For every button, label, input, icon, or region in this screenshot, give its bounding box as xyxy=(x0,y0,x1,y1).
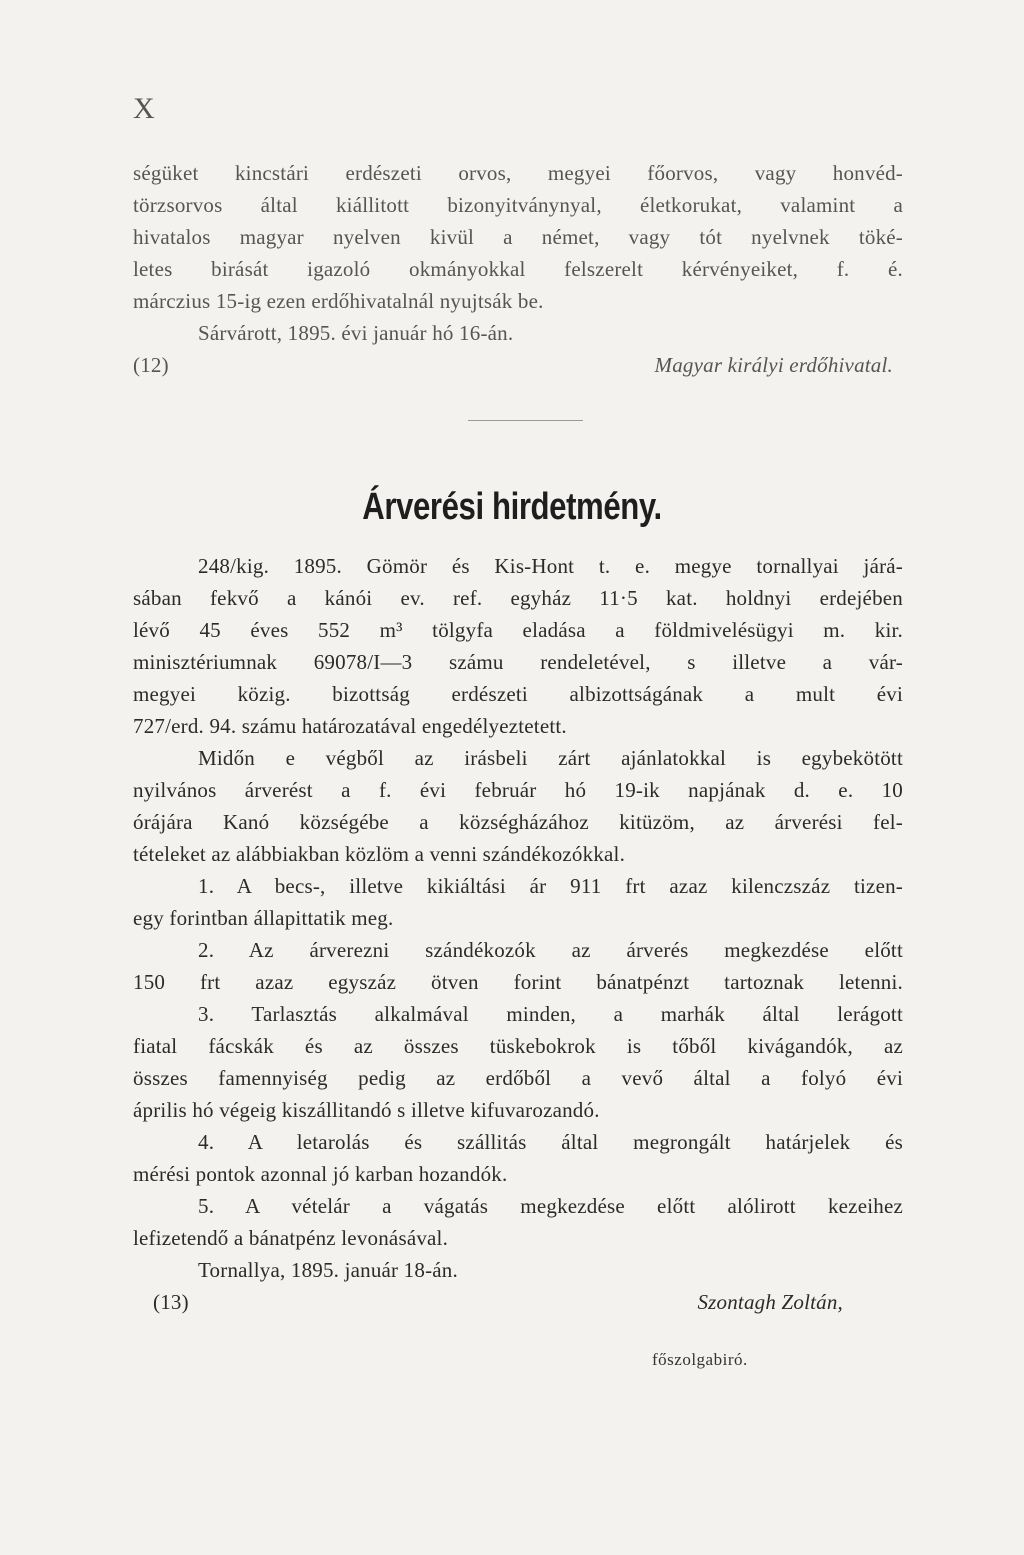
text-line: 4. A letarolás és szállitás által megrongált határjelek és xyxy=(198,1130,903,1154)
place-date: Tornallya, 1895. január 18-án. xyxy=(198,1258,458,1282)
text-line: 150 frt azaz egyszáz ötven forint bánatpénzt tartoznak letenni. xyxy=(133,970,903,994)
signature: Szontagh Zoltán, xyxy=(697,1290,843,1314)
page-number: X xyxy=(133,92,156,125)
signature: Magyar királyi erdőhivatal. xyxy=(654,353,893,377)
text-line: lévő 45 éves 552 m³ tölgyfa eladása a földmivelésügyi m. kir. xyxy=(133,618,903,642)
text-line: hivatalos magyar nyelven kivül a német, vagy tót nyelvnek töké- xyxy=(133,225,903,249)
signature-row xyxy=(133,349,893,381)
notice-heading: Árverési hirdetmény. xyxy=(362,486,662,528)
text-line: törzsorvos által kiállitott bizonyitványnyal, életkorukat, valamint a xyxy=(133,193,903,217)
text-line: 3. Tarlasztás alkalmával minden, a marhák által lerágott xyxy=(198,1002,903,1026)
section-1-text xyxy=(133,157,903,381)
text-line: órájára Kanó községébe a községházához kitüzöm, az árverési fel- xyxy=(133,810,903,834)
notice-number: (12) xyxy=(133,353,169,377)
text-line: összes famennyiség pedig az erdőből a vevő által a folyó évi xyxy=(133,1066,903,1090)
text-line: letes birását igazoló okmányokkal felszerelt kérvényeiket, f. é. xyxy=(133,257,903,281)
text-line: április hó végeig kiszállitandó s illetve kifuvarozandó. xyxy=(133,1098,600,1122)
text-line: megyei közig. bizottság erdészeti albizottságának a mult évi xyxy=(133,682,903,706)
place-date: Sárvárott, 1895. évi január hó 16-án. xyxy=(198,321,514,345)
separator-rule xyxy=(468,420,583,421)
text-line: tételeket az alábbiakban közlöm a venni szándékozókkal. xyxy=(133,842,626,866)
signature-title: főszolgabiró. xyxy=(652,1350,748,1369)
text-line: sában fekvő a kánói ev. ref. egyház 11·5 kat. holdnyi erdejében xyxy=(133,586,903,610)
signature-row xyxy=(133,1286,843,1318)
text-line: 248/kig. 1895. Gömör és Kis-Hont t. e. megye tornallyai járá- xyxy=(198,554,903,578)
text-line: egy forintban állapittatik meg. xyxy=(133,906,394,930)
text-line: nyilvános árverést a f. évi február hó 19-ik napjának d. e. 10 xyxy=(133,778,903,802)
text-line: 1. A becs-, illetve kikiáltási ár 911 frt azaz kilenczszáz tizen- xyxy=(198,874,903,898)
text-line: minisztériumnak 69078/I—3 számu rendeletével, s illetve a vár- xyxy=(133,650,903,674)
text-line: 5. A vételár a vágatás megkezdése előtt alólirott kezeihez xyxy=(198,1194,903,1218)
text-line: 2. Az árverezni szándékozók az árverés megkezdése előtt xyxy=(198,938,903,962)
text-line: 727/erd. 94. számu határozatával engedélyeztetett. xyxy=(133,714,567,738)
section-2-text xyxy=(133,550,903,1318)
text-line: ségüket kincstári erdészeti orvos, megyei főorvos, vagy honvéd- xyxy=(133,161,903,185)
text-line: mérési pontok azonnal jó karban hozandók. xyxy=(133,1162,508,1186)
text-line: lefizetendő a bánatpénz levonásával. xyxy=(133,1226,449,1250)
text-line: Midőn e végből az irásbeli zárt ajánlatokkal is egybekötött xyxy=(198,746,903,770)
text-line: márczius 15-ig ezen erdőhivatalnál nyujtsák be. xyxy=(133,289,544,313)
notice-number: (13) xyxy=(153,1290,189,1314)
text-line: fiatal fácskák és az összes tüskebokrok is tőből kivágandók, az xyxy=(133,1034,903,1058)
